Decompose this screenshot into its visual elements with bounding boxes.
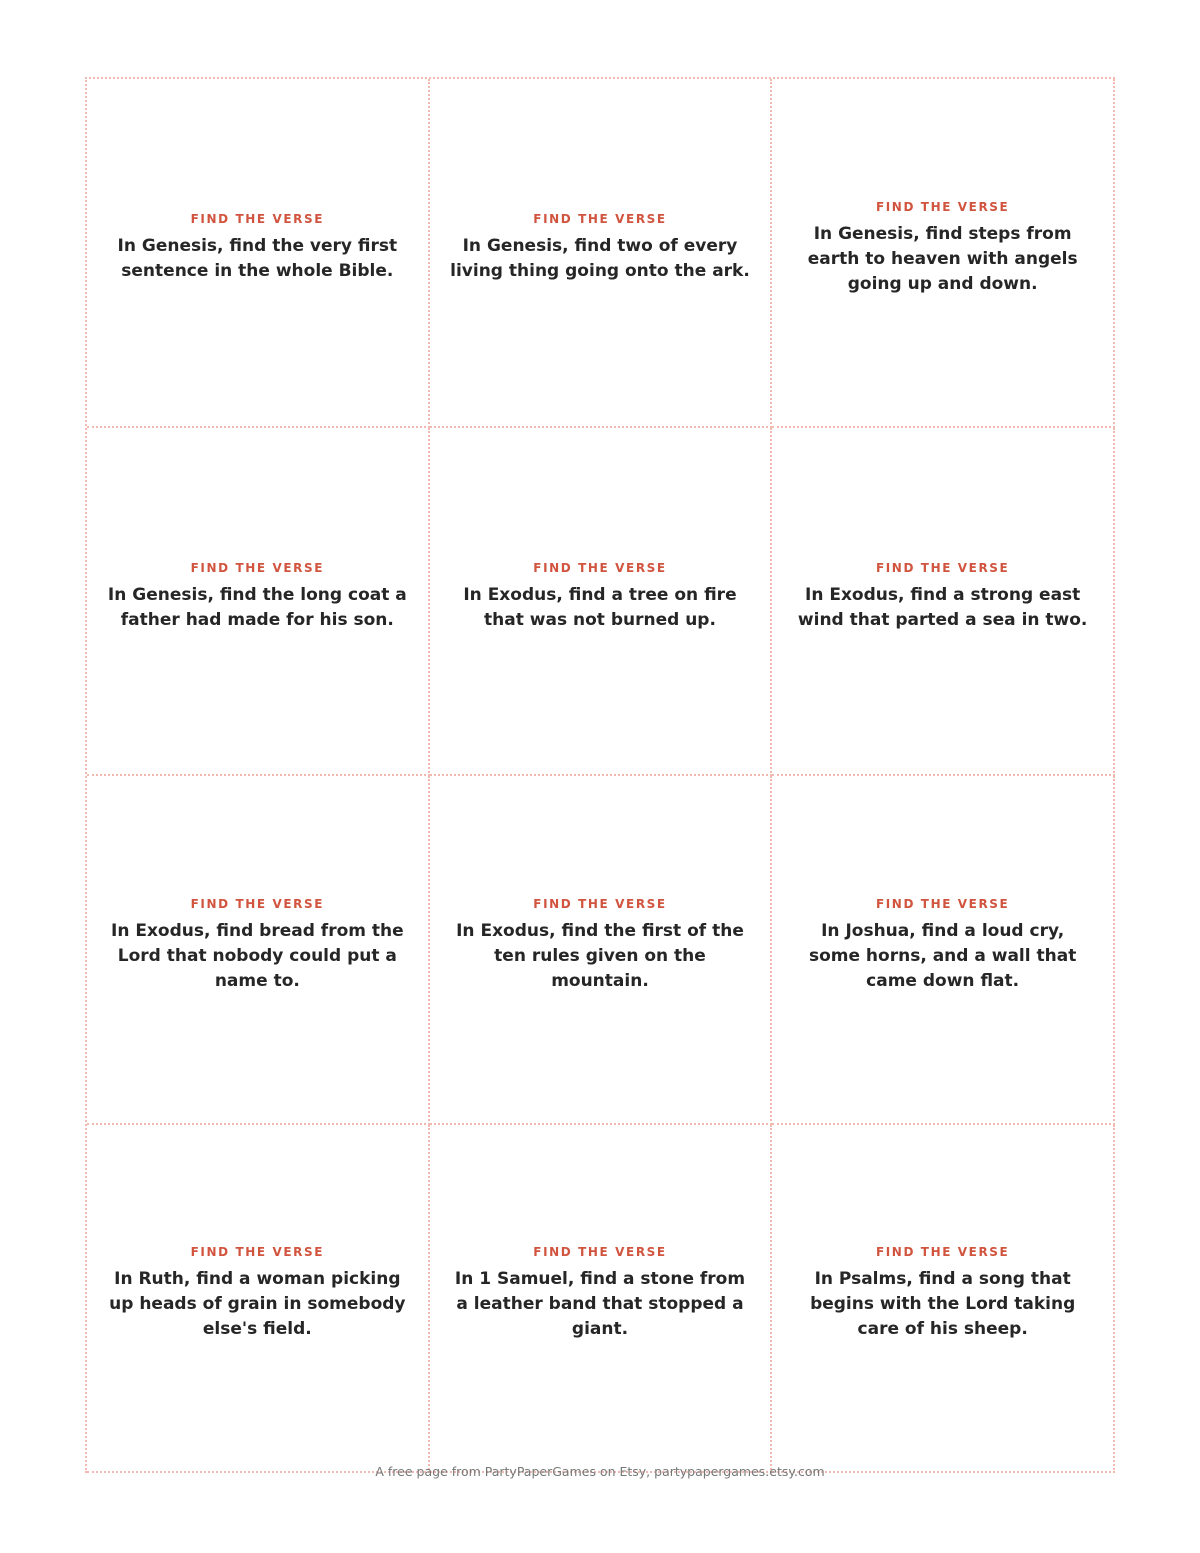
verse-card (430, 79, 773, 428)
verse-card (430, 776, 773, 1125)
card-text: In Exodus, find a tree on fire that was not burned up. (463, 584, 737, 630)
verse-card (87, 428, 430, 777)
card-label: FIND THE VERSE (875, 1245, 1010, 1260)
verse-card (87, 776, 430, 1125)
verse-card (772, 1125, 1115, 1474)
card-sheet (85, 77, 1115, 1473)
verse-card (430, 428, 773, 777)
card-label: FIND THE VERSE (190, 212, 325, 227)
verse-card (772, 428, 1115, 777)
verse-card (87, 79, 430, 428)
card-label: FIND THE VERSE (533, 1245, 667, 1260)
card-text: In Genesis, find two of every living thing going onto the ark. (450, 236, 750, 282)
verse-card (87, 1125, 430, 1474)
card-label: FIND THE VERSE (875, 199, 1010, 214)
card-text: In Ruth, find a woman picking up heads of grain in somebody else's field. (109, 1269, 406, 1340)
card-label: FIND THE VERSE (533, 212, 667, 227)
card-label: FIND THE VERSE (875, 896, 1010, 911)
card-label: FIND THE VERSE (533, 896, 667, 911)
card-text: In Psalms, find a song that begins with the Lord taking care of his sheep. (810, 1269, 1076, 1340)
card-text: In Genesis, find the long coat a father had made for his son. (107, 584, 407, 630)
card-label: FIND THE VERSE (190, 560, 325, 575)
footer-credit: A free page from PartyPaperGames on Etsy, partypapergames.etsy.com (375, 1464, 825, 1479)
verse-card (772, 776, 1115, 1125)
card-label: FIND THE VERSE (190, 1245, 325, 1260)
verse-card (772, 79, 1115, 428)
card-text: In Exodus, find the first of the ten rules given on the mountain. (456, 920, 744, 991)
card-label: FIND THE VERSE (533, 560, 667, 575)
card-text: In Joshua, find a loud cry, some horns, and a wall that came down flat. (808, 920, 1077, 991)
card-label: FIND THE VERSE (875, 560, 1010, 575)
card-text: In Genesis, find the very first sentence in the whole Bible. (117, 236, 398, 282)
card-text: In Genesis, find steps from earth to heaven with angels going up and down. (807, 223, 1078, 294)
verse-card (430, 1125, 773, 1474)
card-label: FIND THE VERSE (190, 896, 325, 911)
card-text: In Exodus, find a strong east wind that parted a sea in two. (797, 584, 1088, 630)
card-text: In 1 Samuel, find a stone from a leather band that stopped a giant. (454, 1269, 746, 1340)
card-text: In Exodus, find bread from the Lord that nobody could put a name to. (111, 920, 404, 991)
